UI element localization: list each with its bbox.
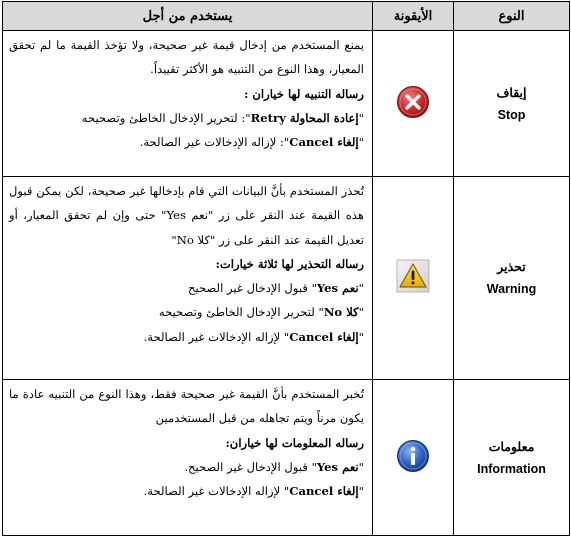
type-name-en: Stop <box>497 107 526 122</box>
quote-open: " <box>358 110 364 125</box>
quote-close: " <box>283 329 290 344</box>
option-label: إلغاء Cancel <box>289 135 359 150</box>
type-name-en: Warning <box>486 282 537 296</box>
options-heading: رساله التحذير لها ثلاثة خيارات: <box>215 256 364 271</box>
quote-close: " <box>283 135 290 150</box>
description: تُخبر المستخدم بأنَّ القيمة غير صحيحة فقط، وهذا النوع من التنبيه عادة ما يكون مرناً ويتم تجاهله من قبل المستخدمين <box>9 387 364 426</box>
type-cell-stop <box>454 31 570 177</box>
options-heading: رساله التنبيه لها خياران : <box>244 86 364 101</box>
alert-types-table-wrapper <box>2 1 569 536</box>
quote-open: " <box>358 305 364 320</box>
quote-close: " <box>283 484 290 499</box>
type-cell-information <box>454 380 570 536</box>
header-use: يستخدم من أجل <box>3 2 373 31</box>
icon-cell-information <box>373 380 454 536</box>
quote-close: " <box>245 110 251 125</box>
option-text: : لتحرير الإدخال الخاطئ وتصحيحه <box>81 110 246 125</box>
quote-close: " <box>318 305 324 320</box>
warning-triangle-icon <box>396 259 430 293</box>
type-name-ar: معلومات <box>488 438 535 454</box>
options-heading: رساله المعلومات لها خياران: <box>225 435 364 450</box>
option-label: نعم Yes <box>316 459 359 474</box>
option-cancel <box>9 479 364 503</box>
icon-cell-stop <box>373 31 454 177</box>
option-text: لإزاله الإدخالات غير الصالحة. <box>143 484 284 499</box>
option-cancel <box>9 130 364 154</box>
table-row-information <box>3 380 570 536</box>
use-cell-warning <box>3 177 373 380</box>
option-yes <box>9 276 364 300</box>
use-cell-information <box>3 380 373 536</box>
option-text: لتحرير الإدخال الخاطئ وتصحيحه <box>158 305 319 320</box>
type-name-en: Information <box>477 461 546 476</box>
information-icon <box>396 439 430 473</box>
option-text: قبول الإدخال غير الصحيح <box>188 281 312 296</box>
option-yes <box>9 455 364 479</box>
header-icon: الأيقونة <box>373 2 454 31</box>
option-label: إلغاء Cancel <box>289 484 359 499</box>
quote-open: " <box>358 281 364 296</box>
table-row-warning <box>3 177 570 380</box>
stop-x-icon <box>396 85 430 119</box>
quote-open: " <box>358 135 364 150</box>
quote-close: " <box>311 459 317 474</box>
option-label: كلا No <box>323 305 359 320</box>
alert-types-table <box>2 1 570 536</box>
quote-open: " <box>358 459 364 474</box>
description: تُحذر المستخدم بأنَّ البيانات التي قام بإدخالها غير صحيحة، لكن يمكن قبول هذه القيمة عند النقر على زر "نعم Yes" حتى وإن لم تحقق المعيار، أو تعديل القيمة عند النقر على زر "كلا No" <box>9 184 365 247</box>
type-name-ar: إيقاف <box>496 84 527 100</box>
option-label: نعم Yes <box>316 281 359 296</box>
option-retry <box>9 106 364 130</box>
option-label: إعادة المحاولة Retry <box>250 110 359 125</box>
option-text: لإزاله الإدخالات غير الصالحة. <box>143 329 284 344</box>
icon-cell-warning <box>373 177 454 380</box>
option-label: إلغاء Cancel <box>289 329 359 344</box>
option-no <box>9 300 364 324</box>
table-row-stop <box>3 31 570 177</box>
type-cell-warning <box>454 177 570 380</box>
quote-close: " <box>311 281 317 296</box>
quote-open: " <box>358 484 364 499</box>
header-row <box>3 2 570 31</box>
option-text: قبول الإدخال غير الصحيح. <box>184 459 312 474</box>
use-cell-stop <box>3 31 373 177</box>
header-type: النوع <box>454 2 570 31</box>
option-text: : لإزاله الإدخالات غير الصالحة. <box>139 135 284 150</box>
description: يمنع المستخدم من إدخال قيمة غير صحيحة، ولا تؤخذ القيمة ما لم تحقق المعيار، وهذا النوع من التنبيه هو الأكثر تقييداً. <box>9 38 364 77</box>
option-cancel <box>9 325 364 349</box>
quote-open: " <box>358 329 364 344</box>
type-name-ar: تحذير <box>497 259 526 274</box>
